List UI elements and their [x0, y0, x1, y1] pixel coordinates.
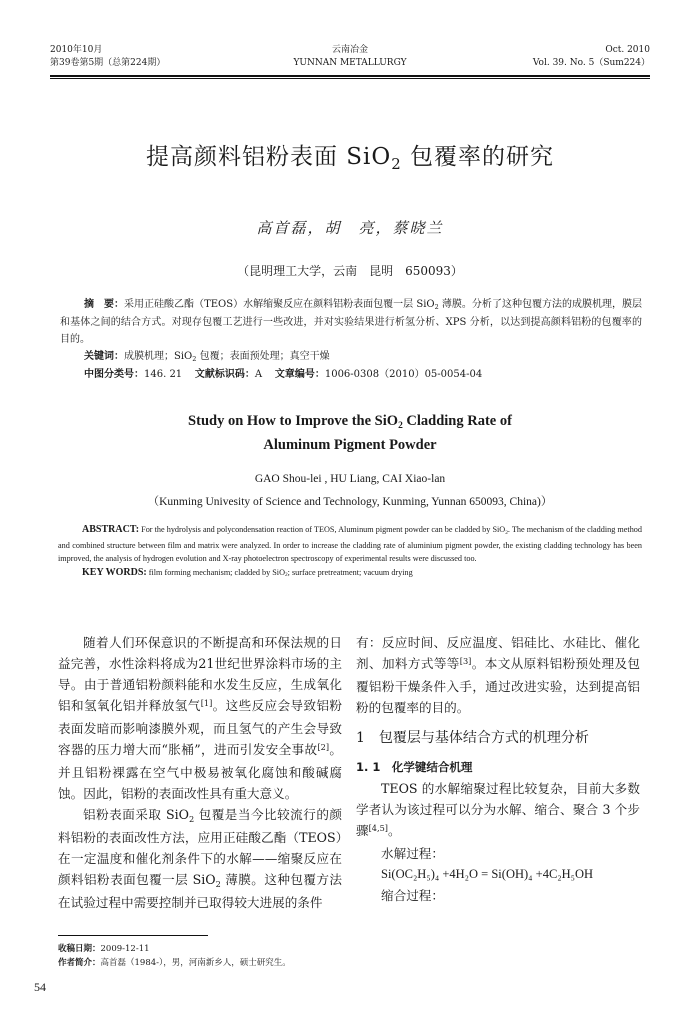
- header-volume-en: Vol. 39. No. 5（Sum224）: [532, 58, 650, 68]
- title-en-line2: Aluminum Pigment Powder: [263, 437, 437, 453]
- abstract-cn-label: 摘 要：: [84, 299, 125, 310]
- paper-title-cn: 提高颜料铝粉表面 SiO$_2$ 包覆率的研究: [145, 144, 555, 174]
- author-bio: 作者简介：高首磊（1984-），男，河南新乡人，硕士研究生。: [58, 958, 291, 968]
- hydrolysis-formula: Si(OC₂H₅)₄ +4H₂O = Si(OH)₄ +4C₂H₅OH: [381, 867, 594, 881]
- body-paragraph: 有：反应时间、反应温度、铝硅比、水硅比、催化剂、加料方式等等[3]。本文从原料铝粉预处理及包覆铝粉干燥条件入手，通过改进实验，达到提高铝粉的包覆率的目的。: [356, 635, 641, 715]
- body-column-right: [356, 632, 640, 906]
- footnote: [58, 942, 618, 970]
- condensation-label: 缩合过程：: [381, 888, 444, 903]
- subsection-heading: 1. 1 化学键结合机理: [356, 760, 473, 774]
- body-paragraph: 铝粉表面采取 SiO$_2$ 包覆是当今比较流行的颜料铝粉的表面改性方法，应用正硅酸乙酯（TEOS）在一定温度和催化剂条件下的水解——缩聚反应在颜料铝粉表面包覆一层 SiO$_2$ 薄膜。这种包覆方法在试验过程中需要控制并已取得较大进展的条件: [58, 807, 343, 910]
- keywords-en: KEY WORDS: film forming mechanism; cladded by SiO$_2$; surface pretreatment; vacuum drying: [82, 566, 413, 579]
- affiliation-cn: （昆明理工大学，云南 昆明 650093）: [237, 264, 463, 278]
- keywords-cn: 关键词：成膜机理；SiO$_2$ 包覆；表面预处理；真空干燥: [84, 351, 330, 364]
- abstract-cn-text: 摘 要：采用正硅酸乙酯（TEOS）水解缩聚反应在颜料铝粉表面包覆一层 SiO$_2$ 薄膜。分析了这种包覆方法的成膜机理，膜层和基体之间的结合方式。对现存包覆工艺进行一些改进，并对实验结果进行析氢分析、XPS 分析，以达到提高颜料铝粉的包覆率的目的。: [60, 299, 642, 345]
- abstract-cn: [60, 296, 642, 383]
- body-column-left: [58, 632, 342, 913]
- running-header: [50, 44, 650, 72]
- page-number: 54: [34, 980, 46, 994]
- section-heading: 1 包覆层与基体结合方式的机理分析: [356, 730, 589, 746]
- header-date: 2010年10月: [50, 45, 103, 55]
- authors-en: GAO Shou-lei , HU Liang, CAI Xiao-lan: [254, 473, 446, 485]
- abstract-en-text: ABSTRACT: For the hydrolysis and polycondensation reaction of TEOS, Aluminum pigment powder can be cladded by SiO$_2$. The mechanism of the cladding method and combined structure between film and matrix were analyzed. In order to increase the cladding rate of aluminium pigment powder, the existing cladding technology has been improved, the analysis of hydrogen evolution and X-ray photoelectron spectroscopy of experimental results were discussed too.: [58, 524, 642, 563]
- keywords-en-label: KEY WORDS:: [82, 566, 147, 578]
- hydrolysis-label: 水解过程：: [381, 846, 444, 861]
- keywords-cn-label: 关键词：: [84, 351, 124, 362]
- abstract-en-label: ABSTRACT:: [82, 524, 140, 535]
- header-rule-thin: [50, 78, 650, 79]
- journal-name-cn: 云南冶金: [331, 45, 368, 55]
- authors-cn: 高首磊，胡 亮，蔡晓兰: [256, 219, 444, 237]
- journal-name-en: YUNNAN METALLURGY: [293, 58, 407, 68]
- footnote-rule: [58, 935, 208, 936]
- title-en-line1: Study on How to Improve the SiO$_2$ Cladding Rate of: [188, 413, 512, 432]
- body-paragraph: 随着人们环保意识的不断提高和环保法规的日益完善，水性涂料将成为21世纪世界涂料市场的主导。由于普通铝粉颜料能和水发生反应，生成氧化铝和氢氧化铝并释放氢气[1]。这些反应会导致铝粉表面发暗而影响漆膜外观，而且氢气的产生会导致容器的压力增大而“胀桶”，进而引发安全事故[2]。并且铝粉裸露在空气中极易被氧化腐蚀和酸碱腐蚀。因此，铝粉的表面改性具有重大意义。: [58, 635, 343, 801]
- affiliation-en: （Kunming Univesity of Science and Technology, Kunming, Yunnan 650093, China)）: [147, 496, 553, 508]
- header-date-en: Oct. 2010: [605, 45, 650, 55]
- header-volume-cn: 第39卷第5期（总第224期）: [50, 58, 166, 68]
- abstract-en: [58, 523, 642, 581]
- body-paragraph: TEOS 的水解缩聚过程比较复杂，目前大多数学者认为该过程可以分为水解、缩合、聚合 3 个步骤[4,5]。: [356, 781, 640, 838]
- received-date: 收稿日期：2009-12-11: [58, 944, 150, 954]
- classification-line: 中图分类号：146. 21 文献标识码：A 文章编号：1006-0308（2010）05-0054-04: [84, 369, 483, 380]
- header-rule: [50, 75, 650, 77]
- header-right: [533, 44, 650, 70]
- paper-title-en: [50, 410, 650, 456]
